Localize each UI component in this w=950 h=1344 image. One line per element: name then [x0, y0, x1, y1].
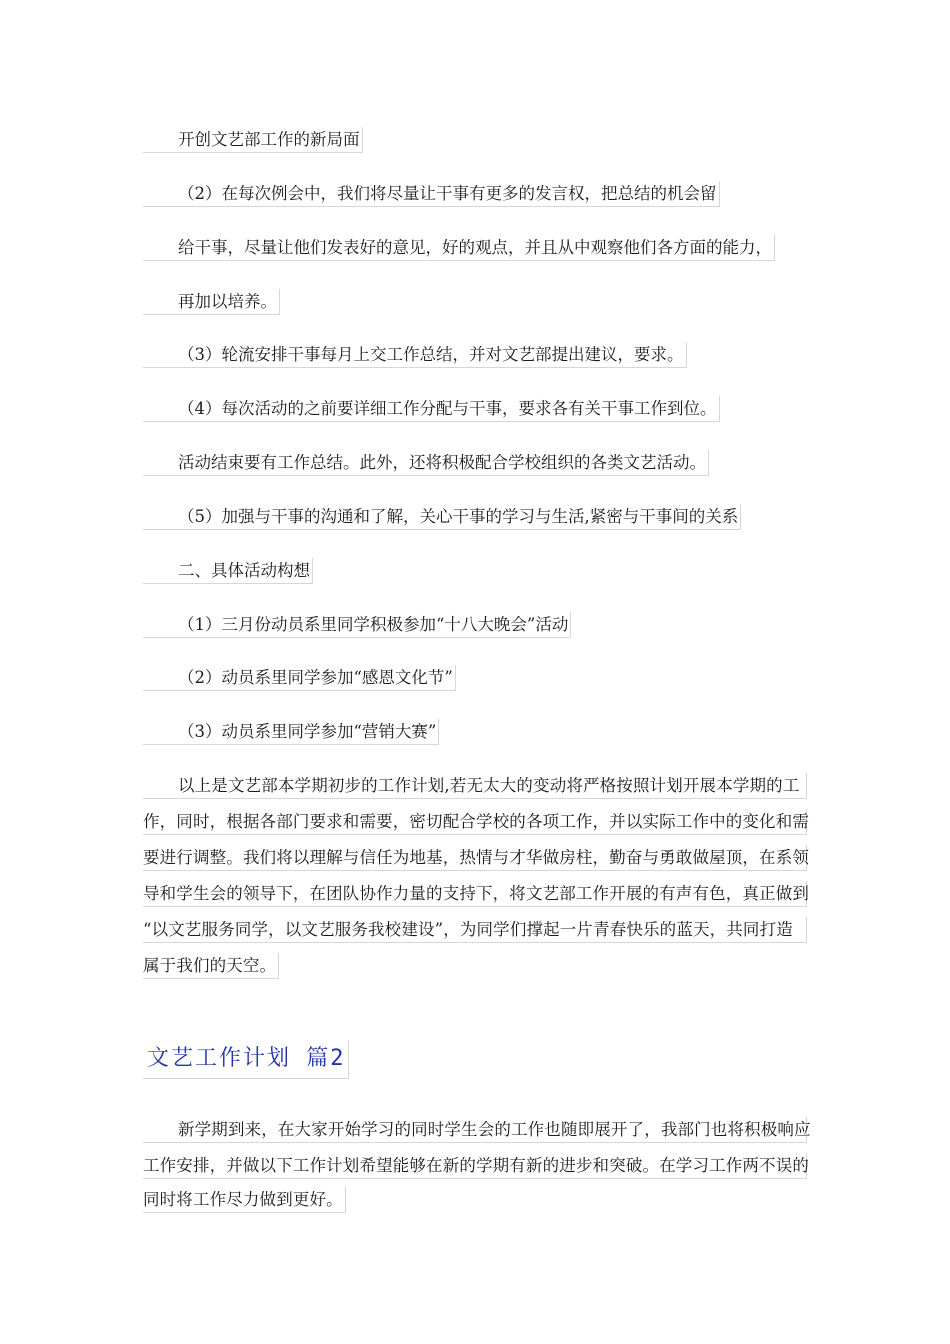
paragraph-line: 属于我们的天空。: [143, 953, 279, 979]
text-line: （4）每次活动的之前要详细工作分配与干事，要求各有关干事工作到位。: [143, 396, 720, 422]
paragraph-line: 工作安排，并做以下工作计划希望能够在新的学期有新的进步和突破。在学习工作两不误的: [143, 1153, 807, 1179]
text-line: 开创文艺部工作的新局面: [143, 127, 363, 153]
list-item: （3）动员系里同学参加“营销大赛”: [143, 719, 439, 745]
section-heading-line: 二、具体活动构想: [143, 558, 313, 584]
paragraph-line: 新学期到来，在大家开始学习的同时学生会的工作也随即展开了，我部门也将积极响应: [143, 1117, 807, 1143]
paragraph-line: 同时将工作尽力做到更好。: [143, 1187, 346, 1213]
text-line: 给干事，尽量让他们发表好的意见，好的观点，并且从中观察他们各方面的能力，: [143, 235, 775, 261]
text-line: 再加以培养。: [143, 289, 280, 315]
text-line: （3）轮流安排干事每月上交工作总结，并对文艺部提出建议，要求。: [143, 342, 687, 368]
paragraph-line: 以上是文艺部本学期初步的工作计划,若无太大的变动将严格按照计划开展本学期的工: [143, 773, 807, 799]
paragraph-line: “以文艺服务同学，以文艺服务我校建设”，为同学们撑起一片青春快乐的蓝天，共同打造: [143, 917, 807, 943]
paragraph-line: 作，同时，根据各部门要求和需要，密切配合学校的各项工作，并以实际工作中的变化和需: [143, 809, 807, 835]
section-title: 文艺工作计划 篇2: [143, 1040, 349, 1079]
text-line: 活动结束要有工作总结。此外，还将积极配合学校组织的各类文艺活动。: [143, 450, 709, 476]
text-line: （2）在每次例会中，我们将尽量让干事有更多的发言权，把总结的机会留: [143, 181, 720, 207]
list-item: （1）三月份动员系里同学积极参加“十八大晚会”活动: [143, 612, 571, 638]
text-line: （5）加强与干事的沟通和了解，关心干事的学习与生活,紧密与干事间的关系: [143, 504, 741, 530]
paragraph-line: 要进行调整。我们将以理解与信任为地基，热情与才华做房柱，勤奋与勇敢做屋顶，在系领: [143, 845, 807, 871]
paragraph-line: 导和学生会的领导下，在团队协作力量的支持下，将文艺部工作开展的有声有色，真正做到: [143, 881, 807, 907]
list-item: （2）动员系里同学参加“感恩文化节”: [143, 665, 456, 691]
